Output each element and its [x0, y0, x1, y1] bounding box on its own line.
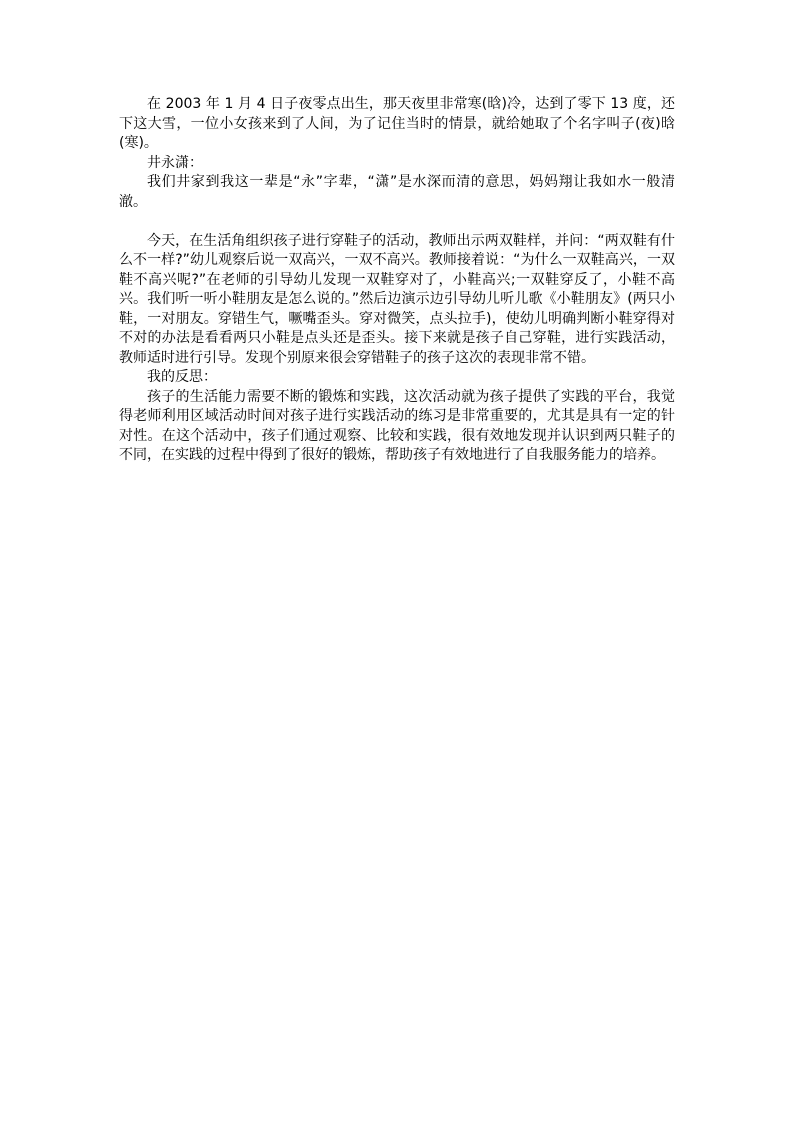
paragraph-birth-story: 在 2003 年 1 月 4 日子夜零点出生，那天夜里非常寒(晗)冷，达到了零下 13 度，还下这大雪，一位小女孩来到了人间，为了记住当时的情景，就给她取了个名字叫子(夜)晗(寒)。: [119, 96, 675, 151]
paragraph-reflection: 孩子的生活能力需要不断的锻炼和实践，这次活动就为孩子提供了实践的平台，我觉得老师利用区域活动时间对孩子进行实践活动的练习是非常重要的，尤其是具有一定的针对性。在这个活动中，孩子们通过观察、比较和实践，很有效地发现并认识到两只鞋子的不同，在实践的过程中得到了很好的锻炼，帮助孩子有效地进行了自我服务能力的培养。: [119, 388, 675, 463]
paragraph-name-meaning: 我们井家到我这一辈是“永”字辈，“潇”是水深而清的意思，妈妈翔让我如水一般清澈。: [119, 174, 675, 210]
paragraph-reflection-heading: 我的反思：: [147, 369, 217, 385]
document-body: [119, 95, 675, 466]
blank-line: [119, 212, 675, 232]
paragraph-shoe-activity: 今天，在生活角组织孩子进行穿鞋子的活动，教师出示两双鞋样，并问：“两双鞋有什么不一样?”幼儿观察后说一双高兴，一双不高兴。教师接着说：“为什么一双鞋高兴，一双鞋不高兴呢?”在老师的引导幼儿发现一双鞋穿对了，小鞋高兴;一双鞋穿反了，小鞋不高兴。我们听一听小鞋朋友是怎么说的。”然后边演示边引导幼儿听儿歌《小鞋朋友》(两只小鞋，一对朋友。穿错生气，噘嘴歪头。穿对微笑，点头拉手)，使幼儿明确判断小鞋穿得对不对的办法是看看两只小鞋是点头还是歪头。接下来就是孩子自己穿鞋，进行实践活动，教师适时进行引导。发现个别原来很会穿错鞋子的孩子这次的表现非常不错。: [119, 232, 675, 366]
paragraph-name-heading: 井永潇：: [147, 154, 203, 171]
